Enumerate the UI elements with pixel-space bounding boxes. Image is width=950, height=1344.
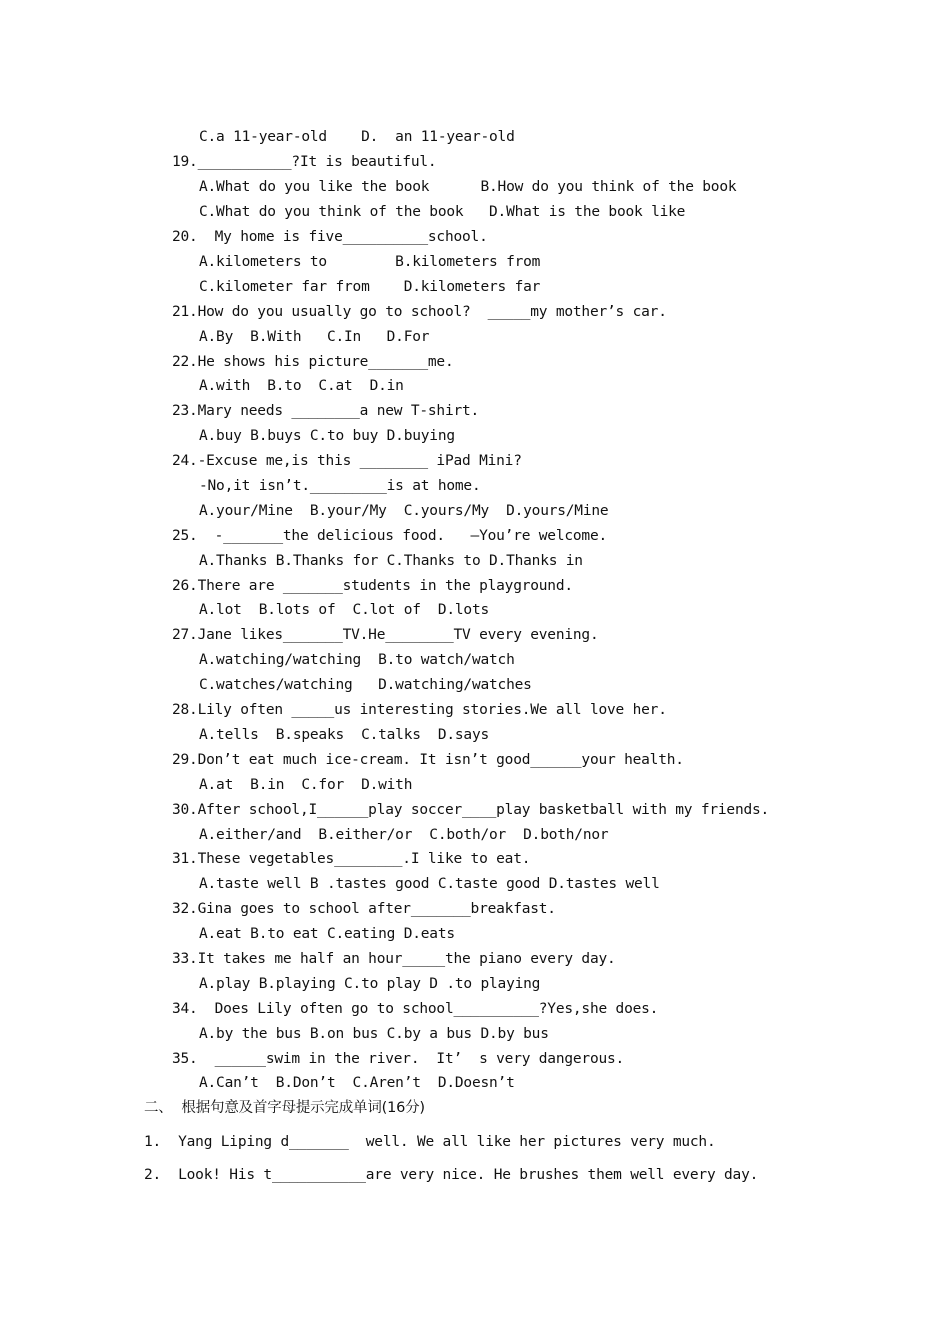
- option-line: A.either/and B.either/or C.both/or D.both/nor: [199, 827, 609, 843]
- option-line: A.taste well B .tastes good C.taste good D.tastes well: [199, 876, 660, 892]
- option-line: A.watching/watching B.to watch/watch: [199, 652, 515, 668]
- question-line: 25. -_______the delicious food. –You’re welcome.: [172, 528, 608, 544]
- question-line: 22.He shows his picture_______me.: [172, 354, 454, 370]
- question-line: 23.Mary needs ________a new T-shirt.: [172, 403, 480, 419]
- option-line: A.with B.to C.at D.in: [199, 378, 404, 394]
- option-line: C.kilometer far from D.kilometers far: [199, 279, 541, 295]
- option-line: A.buy B.buys C.to buy D.buying: [199, 428, 455, 444]
- question-line: 20. My home is five__________school.: [172, 229, 488, 245]
- option-line: A.Thanks B.Thanks for C.Thanks to D.Thanks in: [199, 553, 583, 569]
- question-line: 32.Gina goes to school after_______breakfast.: [172, 901, 556, 917]
- option-line: A.lot B.lots of C.lot of D.lots: [199, 602, 490, 618]
- question-line: 21.How do you usually go to school? _____my mother’s car.: [172, 304, 667, 320]
- fill-in-line: 1. Yang Liping d_______ well. We all like her pictures very much.: [144, 1134, 716, 1150]
- section-heading: 二、 根据句意及首字母提示完成单词(16分): [144, 1100, 425, 1116]
- option-line: C.watches/watching D.watching/watches: [199, 677, 532, 693]
- fill-in-line: 2. Look! His t___________are very nice. He brushes them well every day.: [144, 1167, 759, 1183]
- question-line: 33.It takes me half an hour_____the piano every day.: [172, 951, 616, 967]
- option-line: A.kilometers to B.kilometers from: [199, 254, 541, 270]
- option-line: A.eat B.to eat C.eating D.eats: [199, 926, 455, 942]
- option-line: A.tells B.speaks C.talks D.says: [199, 727, 490, 743]
- question-line: 24.-Excuse me,is this ________ iPad Mini?: [172, 453, 522, 469]
- option-line: A.at B.in C.for D.with: [199, 777, 413, 793]
- question-line: 28.Lily often _____us interesting stories.We all love her.: [172, 702, 667, 718]
- question-line: 30.After school,I______play soccer____play basketball with my friends.: [172, 802, 770, 818]
- option-line: A.By B.With C.In D.For: [199, 329, 430, 345]
- option-line: A.What do you like the book B.How do you think of the book: [199, 179, 737, 195]
- option-line: C.a 11-year-old D. an 11-year-old: [199, 129, 515, 145]
- option-line: A.Can’t B.Don’t C.Aren’t D.Doesn’t: [199, 1075, 515, 1091]
- option-line: A.by the bus B.on bus C.by a bus D.by bus: [199, 1026, 549, 1042]
- option-line: A.your/Mine B.your/My C.yours/My D.yours/Mine: [199, 503, 609, 519]
- question-line: 27.Jane likes_______TV.He________TV every evening.: [172, 627, 599, 643]
- question-line: 19.___________?It is beautiful.: [172, 154, 437, 170]
- option-line: -No,it isn’t._________is at home.: [199, 478, 481, 494]
- question-line: 34. Does Lily often go to school__________?Yes,she does.: [172, 1001, 659, 1017]
- option-line: C.What do you think of the book D.What is the book like: [199, 204, 686, 220]
- question-line: 35. ______swim in the river. It’ s very dangerous.: [172, 1051, 625, 1067]
- question-line: 29.Don’t eat much ice-cream. It isn’t good______your health.: [172, 752, 684, 768]
- option-line: A.play B.playing C.to play D .to playing: [199, 976, 541, 992]
- question-line: 31.These vegetables________.I like to eat.: [172, 851, 531, 867]
- question-line: 26.There are _______students in the playground.: [172, 578, 573, 594]
